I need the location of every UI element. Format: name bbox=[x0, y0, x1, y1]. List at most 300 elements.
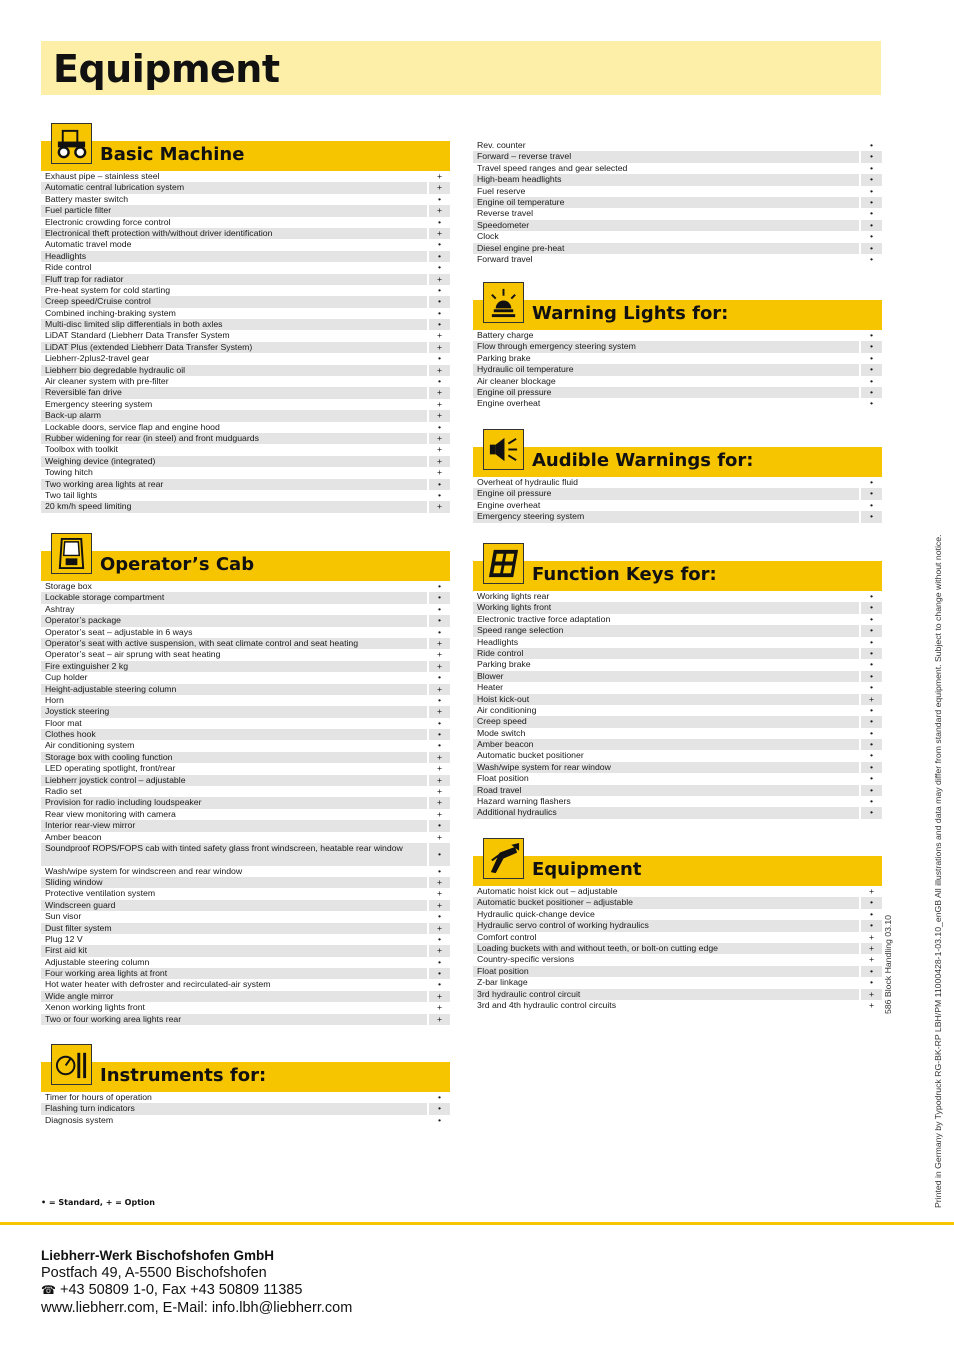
phone-fax: +43 50809 1-0, Fax +43 50809 11385 bbox=[55, 1282, 303, 1298]
item-label: Ride control bbox=[41, 262, 427, 273]
list-item bbox=[41, 911, 450, 922]
item-label: Flashing turn indicators bbox=[41, 1103, 427, 1114]
item-availability-mark: + bbox=[429, 1014, 450, 1025]
item-label: LiDAT Standard (Liebherr Data Transfer System bbox=[41, 330, 427, 341]
item-label: LiDAT Plus (extended Liebherr Data Transfer System) bbox=[41, 342, 427, 353]
list-item bbox=[41, 934, 450, 945]
item-availability-mark: • bbox=[429, 581, 450, 592]
item-availability-mark: • bbox=[861, 163, 882, 174]
list-item bbox=[473, 625, 882, 636]
list-item bbox=[473, 488, 882, 499]
item-availability-mark: • bbox=[429, 968, 450, 979]
list-item bbox=[41, 979, 450, 990]
list-item bbox=[473, 909, 882, 920]
list-item bbox=[473, 186, 882, 197]
section-header bbox=[473, 856, 882, 886]
list-item bbox=[473, 602, 882, 613]
item-availability-mark: + bbox=[861, 1000, 882, 1011]
item-availability-mark: • bbox=[861, 637, 882, 648]
list-item bbox=[41, 649, 450, 660]
list-item bbox=[473, 174, 882, 185]
item-list bbox=[41, 171, 450, 513]
item-label: Dust filter system bbox=[41, 923, 427, 934]
item-availability-mark: • bbox=[861, 231, 882, 242]
section-title: Basic Machine bbox=[100, 144, 245, 165]
list-item bbox=[473, 773, 882, 784]
section-warning-lights bbox=[473, 282, 882, 410]
item-label: Road travel bbox=[473, 785, 859, 796]
loader-arm-icon bbox=[483, 838, 524, 879]
list-item bbox=[41, 342, 450, 353]
list-item bbox=[41, 718, 450, 729]
list-item bbox=[41, 296, 450, 307]
list-item bbox=[473, 254, 882, 265]
item-availability-mark: • bbox=[861, 671, 882, 682]
list-item bbox=[41, 604, 450, 615]
item-availability-mark: • bbox=[429, 627, 450, 638]
list-item bbox=[41, 285, 450, 296]
item-label: Reverse travel bbox=[473, 208, 859, 219]
item-availability-mark: + bbox=[429, 877, 450, 888]
item-availability-mark: • bbox=[861, 174, 882, 185]
item-label: Wash/wipe system for windscreen and rear window bbox=[41, 866, 427, 877]
section-instruments bbox=[41, 1044, 450, 1126]
item-availability-mark: • bbox=[429, 740, 450, 751]
list-item bbox=[473, 140, 882, 151]
list-item bbox=[41, 661, 450, 672]
list-item bbox=[41, 308, 450, 319]
item-availability-mark: • bbox=[861, 716, 882, 727]
list-item bbox=[41, 615, 450, 626]
footer bbox=[41, 1247, 352, 1317]
list-item bbox=[41, 399, 450, 410]
list-item bbox=[473, 637, 882, 648]
list-item bbox=[473, 243, 882, 254]
item-label: Country-specific versions bbox=[473, 954, 859, 965]
item-availability-mark: • bbox=[861, 966, 882, 977]
item-label: Diesel engine pre-heat bbox=[473, 243, 859, 254]
item-label: Fuel reserve bbox=[473, 186, 859, 197]
legend: • = Standard, + = Option bbox=[41, 1198, 155, 1207]
list-item bbox=[41, 809, 450, 820]
item-label: Two or four working area lights rear bbox=[41, 1014, 427, 1025]
item-label: Four working area lights at front bbox=[41, 968, 427, 979]
item-availability-mark: • bbox=[861, 897, 882, 908]
list-item bbox=[41, 866, 450, 877]
item-label: Lockable doors, service flap and engine hood bbox=[41, 422, 427, 433]
item-label: Automatic bucket positioner bbox=[473, 750, 859, 761]
item-availability-mark: • bbox=[861, 151, 882, 162]
item-label: Floor mat bbox=[41, 718, 427, 729]
item-label: Electronic crowding force control bbox=[41, 217, 427, 228]
item-availability-mark: + bbox=[429, 661, 450, 672]
item-availability-mark: • bbox=[429, 1103, 450, 1114]
item-availability-mark: + bbox=[429, 171, 450, 182]
item-availability-mark: • bbox=[429, 979, 450, 990]
item-label: Engine overheat bbox=[473, 398, 859, 409]
item-availability-mark: • bbox=[861, 511, 882, 522]
item-label: Multi-disc limited slip differentials in both axles bbox=[41, 319, 427, 330]
item-availability-mark: • bbox=[429, 843, 450, 866]
speaker-icon bbox=[483, 429, 524, 470]
item-availability-mark: • bbox=[429, 615, 450, 626]
item-availability-mark: • bbox=[429, 695, 450, 706]
item-label: Additional hydraulics bbox=[473, 807, 859, 818]
list-item bbox=[41, 775, 450, 786]
item-availability-mark: • bbox=[861, 220, 882, 231]
item-availability-mark: • bbox=[429, 262, 450, 273]
item-availability-mark: • bbox=[861, 614, 882, 625]
item-label: Parking brake bbox=[473, 353, 859, 364]
item-label: Radio set bbox=[41, 786, 427, 797]
list-item bbox=[473, 886, 882, 897]
item-label: Travel speed ranges and gear selected bbox=[473, 163, 859, 174]
section-header bbox=[41, 551, 450, 581]
item-label: Joystick steering bbox=[41, 706, 427, 717]
list-item bbox=[473, 364, 882, 375]
item-label: Hydraulic servo control of working hydraulics bbox=[473, 920, 859, 931]
address: Postfach 49, A-5500 Bischofshofen bbox=[41, 1264, 267, 1281]
item-availability-mark: • bbox=[429, 934, 450, 945]
item-label: Amber beacon bbox=[473, 739, 859, 750]
section-title: Operator’s Cab bbox=[100, 554, 255, 575]
list-item bbox=[41, 592, 450, 603]
list-item bbox=[41, 353, 450, 364]
list-item bbox=[473, 648, 882, 659]
item-availability-mark: + bbox=[429, 752, 450, 763]
list-item bbox=[41, 1103, 450, 1114]
section-instruments-continued bbox=[473, 140, 882, 265]
item-availability-mark: • bbox=[429, 239, 450, 250]
item-availability-mark: • bbox=[861, 330, 882, 341]
item-availability-mark: + bbox=[429, 410, 450, 421]
list-item bbox=[41, 706, 450, 717]
list-item bbox=[473, 943, 882, 954]
item-availability-mark: + bbox=[429, 399, 450, 410]
item-availability-mark: • bbox=[861, 705, 882, 716]
item-availability-mark: + bbox=[429, 501, 450, 512]
list-item bbox=[473, 807, 882, 818]
list-item bbox=[41, 638, 450, 649]
item-label: Cup holder bbox=[41, 672, 427, 683]
item-label: Z-bar linkage bbox=[473, 977, 859, 988]
list-item bbox=[473, 966, 882, 977]
item-availability-mark: • bbox=[429, 592, 450, 603]
list-item bbox=[473, 932, 882, 943]
item-availability-mark: • bbox=[429, 319, 450, 330]
item-list bbox=[473, 591, 882, 819]
item-label: Toolbox with toolkit bbox=[41, 444, 427, 455]
item-availability-mark: + bbox=[429, 809, 450, 820]
item-label: Pre-heat system for cold starting bbox=[41, 285, 427, 296]
item-availability-mark: + bbox=[429, 342, 450, 353]
item-availability-mark: + bbox=[429, 786, 450, 797]
item-label: Diagnosis system bbox=[41, 1115, 427, 1126]
phone-line bbox=[41, 1282, 352, 1300]
list-item bbox=[41, 843, 450, 866]
item-label: First aid kit bbox=[41, 945, 427, 956]
list-item bbox=[473, 659, 882, 670]
list-item bbox=[473, 341, 882, 352]
item-availability-mark: • bbox=[429, 718, 450, 729]
item-label: Amber beacon bbox=[41, 832, 427, 843]
item-availability-mark: + bbox=[429, 888, 450, 899]
section-function-keys bbox=[473, 543, 882, 819]
item-label: Hoist kick-out bbox=[473, 694, 859, 705]
list-item bbox=[41, 877, 450, 888]
item-availability-mark: + bbox=[429, 228, 450, 239]
item-label: Windscreen guard bbox=[41, 900, 427, 911]
item-label: Hydraulic oil temperature bbox=[473, 364, 859, 375]
keypad-icon bbox=[483, 543, 524, 584]
item-label: Air cleaner blockage bbox=[473, 376, 859, 387]
list-item bbox=[41, 444, 450, 455]
list-item bbox=[473, 353, 882, 364]
item-label: Wash/wipe system for rear window bbox=[473, 762, 859, 773]
list-item bbox=[473, 151, 882, 162]
item-availability-mark: • bbox=[861, 909, 882, 920]
list-item bbox=[473, 897, 882, 908]
section-operators-cab bbox=[41, 533, 450, 1025]
item-availability-mark: + bbox=[861, 954, 882, 965]
item-availability-mark: + bbox=[429, 365, 450, 376]
item-list bbox=[473, 330, 882, 410]
item-availability-mark: • bbox=[861, 602, 882, 613]
item-availability-mark: + bbox=[429, 433, 450, 444]
list-item bbox=[41, 797, 450, 808]
telephone-icon: ☎ bbox=[41, 1283, 56, 1297]
list-item bbox=[41, 467, 450, 478]
company-name: Liebherr-Werk Bischofshofen GmbH bbox=[41, 1248, 275, 1263]
item-availability-mark: + bbox=[429, 991, 450, 1002]
list-item bbox=[473, 977, 882, 988]
item-label: Liebherr bio degredable hydraulic oil bbox=[41, 365, 427, 376]
item-label: Fire extinguisher 2 kg bbox=[41, 661, 427, 672]
list-item bbox=[41, 319, 450, 330]
cab-icon bbox=[51, 533, 92, 574]
list-item bbox=[473, 1000, 882, 1011]
item-label: Storage box bbox=[41, 581, 427, 592]
item-availability-mark: + bbox=[429, 900, 450, 911]
item-label: Operator’s package bbox=[41, 615, 427, 626]
item-availability-mark: + bbox=[429, 832, 450, 843]
list-item bbox=[473, 762, 882, 773]
list-item bbox=[41, 740, 450, 751]
list-item bbox=[41, 991, 450, 1002]
item-availability-mark: • bbox=[861, 140, 882, 151]
item-availability-mark: • bbox=[861, 659, 882, 670]
item-availability-mark: • bbox=[861, 625, 882, 636]
item-label: Loading buckets with and without teeth, or bolt-on cutting edge bbox=[473, 943, 859, 954]
item-availability-mark: • bbox=[429, 820, 450, 831]
item-list bbox=[473, 140, 882, 265]
item-label: Battery master switch bbox=[41, 194, 427, 205]
print-info: Printed in Germany by Typodruck RG-BK-RP LBH/PM 11000428-1-03.10_enGB All illustrations and data may differ from standard equipment. Subject to change without notice. bbox=[933, 534, 943, 1208]
list-item bbox=[41, 239, 450, 250]
item-label: Soundproof ROPS/FOPS cab with tinted safety glass front windscreen, heatable rear window bbox=[41, 843, 427, 866]
list-item bbox=[473, 231, 882, 242]
item-availability-mark: • bbox=[861, 186, 882, 197]
item-availability-mark: • bbox=[861, 920, 882, 931]
item-label: 3rd hydraulic control circuit bbox=[473, 989, 859, 1000]
item-availability-mark: • bbox=[429, 866, 450, 877]
item-label: Weighing device (integrated) bbox=[41, 456, 427, 467]
item-label: Automatic travel mode bbox=[41, 239, 427, 250]
list-item bbox=[41, 900, 450, 911]
item-availability-mark: + bbox=[429, 182, 450, 193]
item-label: Air conditioning bbox=[473, 705, 859, 716]
item-availability-mark: • bbox=[429, 422, 450, 433]
item-availability-mark: • bbox=[429, 672, 450, 683]
list-item bbox=[41, 365, 450, 376]
section-basic-machine bbox=[41, 123, 450, 513]
list-item bbox=[473, 750, 882, 761]
item-label: Exhaust pipe – stainless steel bbox=[41, 171, 427, 182]
item-availability-mark: • bbox=[429, 308, 450, 319]
item-availability-mark: • bbox=[429, 376, 450, 387]
list-item bbox=[41, 387, 450, 398]
item-label: Wide angle mirror bbox=[41, 991, 427, 1002]
list-item bbox=[41, 684, 450, 695]
section-audible-warnings bbox=[473, 429, 882, 523]
list-item bbox=[41, 581, 450, 592]
item-label: Two tail lights bbox=[41, 490, 427, 501]
item-label: Lockable storage compartment bbox=[41, 592, 427, 603]
section-title: Instruments for: bbox=[100, 1065, 267, 1086]
item-label: Operator’s seat with active suspension, with seat climate control and seat heating bbox=[41, 638, 427, 649]
list-item bbox=[473, 705, 882, 716]
list-item bbox=[41, 330, 450, 341]
list-item bbox=[41, 945, 450, 956]
item-label: Horn bbox=[41, 695, 427, 706]
item-label: Air conditioning system bbox=[41, 740, 427, 751]
item-label: Creep speed bbox=[473, 716, 859, 727]
item-label: Creep speed/Cruise control bbox=[41, 296, 427, 307]
section-header bbox=[41, 1062, 450, 1092]
item-label: Mode switch bbox=[473, 728, 859, 739]
item-label: Rear view monitoring with camera bbox=[41, 809, 427, 820]
item-availability-mark: + bbox=[429, 797, 450, 808]
list-item bbox=[473, 716, 882, 727]
page-title-bar bbox=[41, 41, 881, 95]
list-item bbox=[41, 968, 450, 979]
item-label: Storage box with cooling function bbox=[41, 752, 427, 763]
list-item bbox=[473, 728, 882, 739]
item-label: Float position bbox=[473, 966, 859, 977]
item-label: Fluff trap for radiator bbox=[41, 274, 427, 285]
item-availability-mark: + bbox=[429, 274, 450, 285]
footer-rule bbox=[0, 1222, 954, 1225]
list-item bbox=[473, 511, 882, 522]
item-availability-mark: • bbox=[861, 364, 882, 375]
section-title: Warning Lights for: bbox=[532, 303, 729, 324]
item-label: Parking brake bbox=[473, 659, 859, 670]
item-availability-mark: • bbox=[861, 353, 882, 364]
item-availability-mark: • bbox=[861, 648, 882, 659]
item-label: Forward travel bbox=[473, 254, 859, 265]
item-label: Headlights bbox=[473, 637, 859, 648]
list-item bbox=[41, 1092, 450, 1103]
item-label: Protective ventilation system bbox=[41, 888, 427, 899]
item-label: High-beam headlights bbox=[473, 174, 859, 185]
item-label: Forward – reverse travel bbox=[473, 151, 859, 162]
item-availability-mark: • bbox=[429, 217, 450, 228]
list-item bbox=[473, 785, 882, 796]
item-label: Two working area lights at rear bbox=[41, 479, 427, 490]
section-header bbox=[473, 447, 882, 477]
item-label: Hydraulic quick-change device bbox=[473, 909, 859, 920]
item-label: Speed range selection bbox=[473, 625, 859, 636]
item-availability-mark: • bbox=[429, 1115, 450, 1126]
list-item bbox=[41, 1014, 450, 1025]
list-item bbox=[41, 479, 450, 490]
section-header bbox=[473, 300, 882, 330]
item-label: Engine oil pressure bbox=[473, 488, 859, 499]
list-item bbox=[41, 490, 450, 501]
item-availability-mark: • bbox=[861, 750, 882, 761]
item-availability-mark: • bbox=[429, 479, 450, 490]
list-item bbox=[473, 739, 882, 750]
list-item bbox=[41, 832, 450, 843]
list-item bbox=[41, 672, 450, 683]
item-availability-mark: • bbox=[861, 739, 882, 750]
item-label: Sun visor bbox=[41, 911, 427, 922]
list-item bbox=[473, 376, 882, 387]
item-availability-mark: + bbox=[429, 945, 450, 956]
item-label: Towing hitch bbox=[41, 467, 427, 478]
list-item bbox=[41, 217, 450, 228]
web-email: www.liebherr.com, E-Mail: info.lbh@liebherr.com bbox=[41, 1299, 353, 1316]
item-label: Hazard warning flashers bbox=[473, 796, 859, 807]
item-list bbox=[41, 1092, 450, 1126]
item-availability-mark: • bbox=[429, 194, 450, 205]
item-availability-mark: + bbox=[429, 330, 450, 341]
item-label: Speedometer bbox=[473, 220, 859, 231]
item-availability-mark: + bbox=[429, 444, 450, 455]
item-availability-mark: + bbox=[429, 467, 450, 478]
item-label: Operator’s seat – air sprung with seat heating bbox=[41, 649, 427, 660]
item-availability-mark: • bbox=[861, 341, 882, 352]
item-availability-mark: • bbox=[861, 197, 882, 208]
item-availability-mark: + bbox=[861, 694, 882, 705]
item-availability-mark: + bbox=[429, 649, 450, 660]
item-label: Automatic hoist kick out – adjustable bbox=[473, 886, 859, 897]
item-label: Heater bbox=[473, 682, 859, 693]
section-header bbox=[41, 141, 450, 171]
list-item bbox=[473, 387, 882, 398]
item-label: Overheat of hydraulic fluid bbox=[473, 477, 859, 488]
list-item bbox=[473, 694, 882, 705]
list-item bbox=[41, 820, 450, 831]
item-availability-mark: • bbox=[429, 285, 450, 296]
item-availability-mark: + bbox=[429, 205, 450, 216]
list-item bbox=[41, 695, 450, 706]
item-label: Hot water heater with defroster and recirculated-air system bbox=[41, 979, 427, 990]
list-item bbox=[41, 194, 450, 205]
item-availability-mark: + bbox=[429, 684, 450, 695]
list-item bbox=[41, 729, 450, 740]
item-label: Engine oil pressure bbox=[473, 387, 859, 398]
item-label: Air cleaner system with pre-filter bbox=[41, 376, 427, 387]
item-list bbox=[473, 886, 882, 1011]
list-item bbox=[41, 888, 450, 899]
item-list bbox=[473, 477, 882, 523]
item-label: Adjustable steering column bbox=[41, 957, 427, 968]
item-availability-mark: • bbox=[861, 785, 882, 796]
item-label: Comfort control bbox=[473, 932, 859, 943]
list-item bbox=[41, 410, 450, 421]
item-availability-mark: • bbox=[861, 773, 882, 784]
